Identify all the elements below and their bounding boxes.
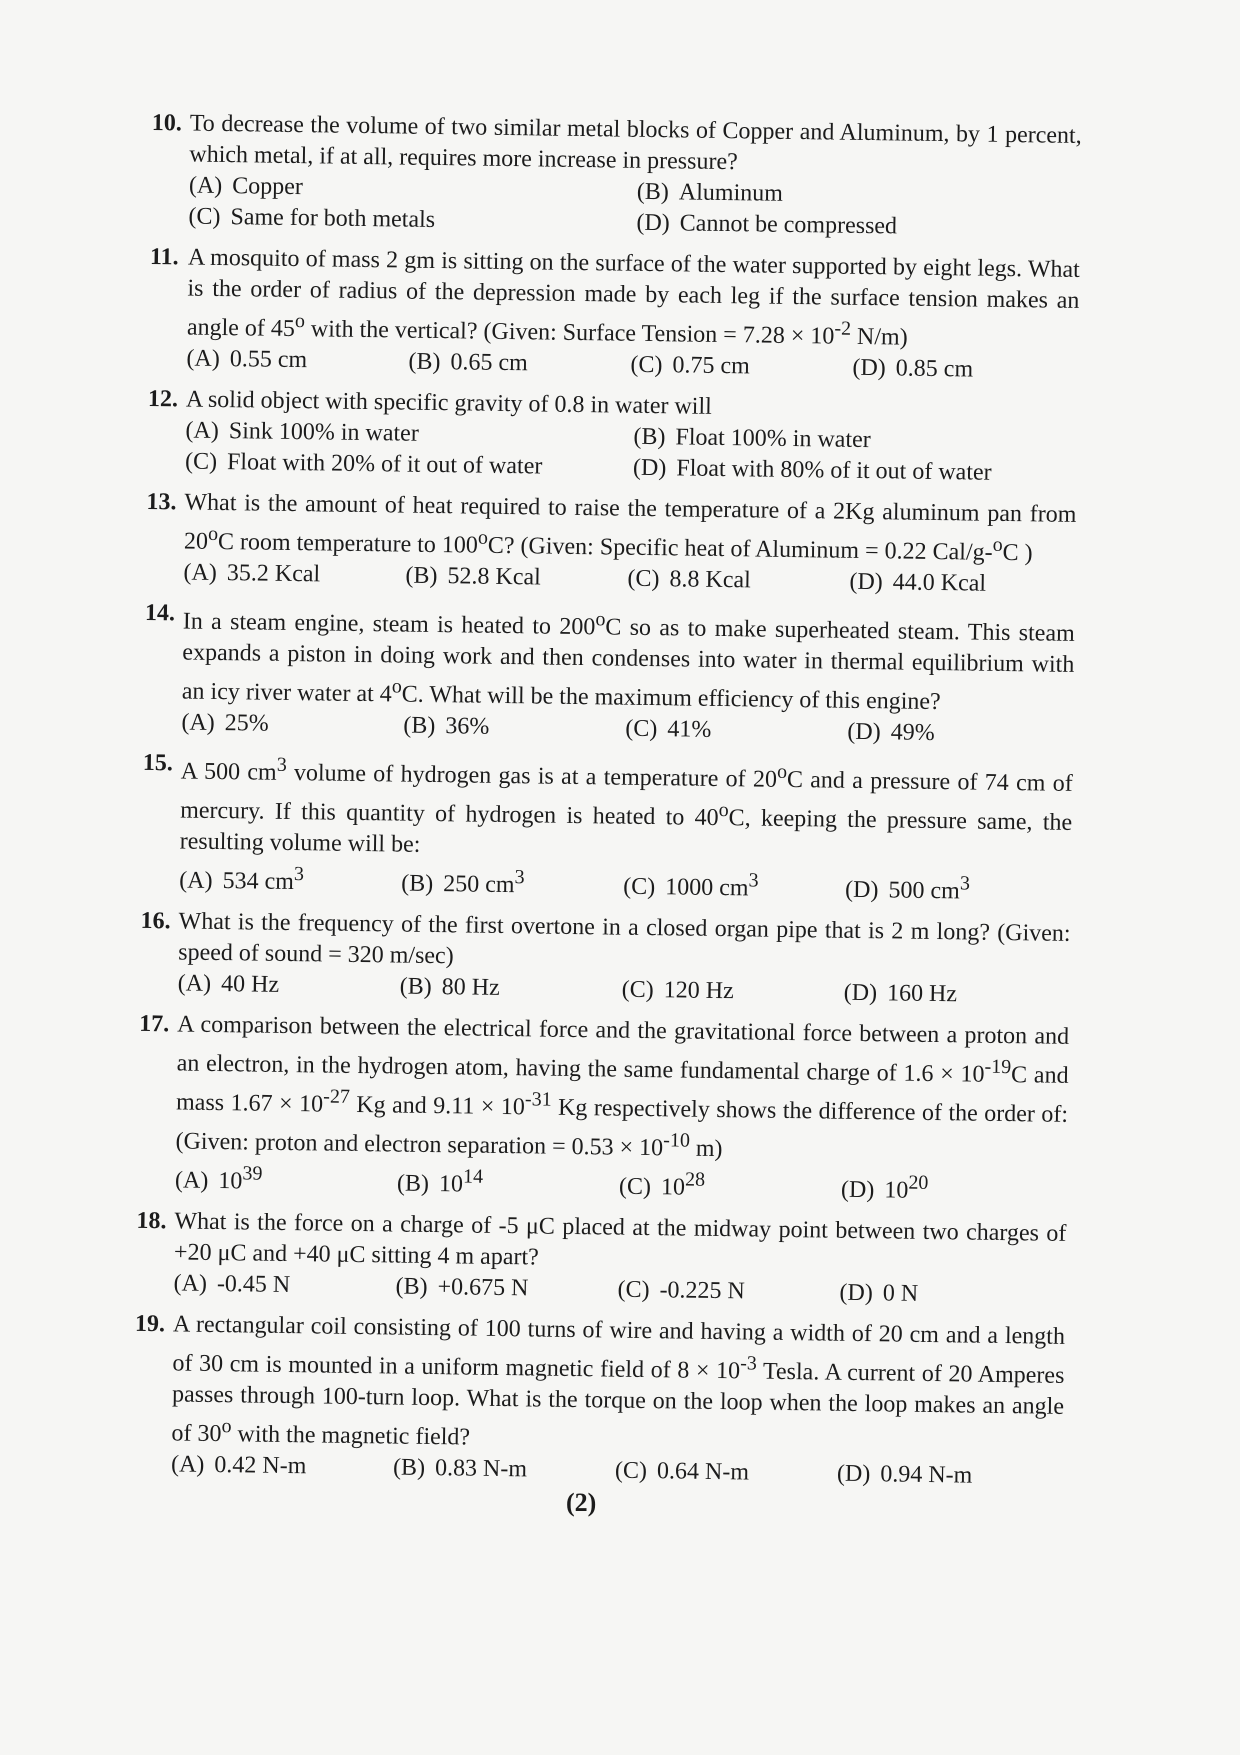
- text-run: Float with 80% of it out of water: [676, 455, 992, 486]
- option: [623, 864, 846, 906]
- text-run: volume of hydrogen gas is at a temperature of 20: [286, 759, 778, 793]
- option-label: (A): [181, 709, 215, 736]
- option-label: (A): [185, 417, 220, 444]
- option-text: [232, 173, 303, 200]
- option-label: (C): [625, 715, 658, 743]
- option-text: [891, 719, 935, 746]
- superscript: -27: [323, 1085, 351, 1108]
- text-run: 0.55 cm: [229, 346, 308, 374]
- text-run: 41%: [667, 716, 712, 743]
- text-run: C and a pressure of 74 cm of mercury. If this quantity of hydrogen is heated to 40: [180, 766, 1073, 831]
- options: [185, 416, 1078, 490]
- option-label: (A): [186, 345, 221, 372]
- question-text: [184, 487, 1077, 569]
- text-run: Aluminum: [678, 179, 784, 207]
- option: [181, 707, 403, 741]
- option: [847, 717, 1069, 751]
- option-label: (A): [188, 172, 223, 199]
- text-run: 10: [884, 1177, 909, 1204]
- option: [617, 1275, 839, 1309]
- question-row: [149, 242, 1080, 356]
- superscript: o: [221, 1415, 232, 1438]
- text-run: 10: [660, 1174, 686, 1201]
- question: [145, 487, 1076, 601]
- text-run: with the magnetic field?: [231, 1421, 471, 1451]
- option-label: (C): [618, 1173, 652, 1201]
- option: [171, 1449, 393, 1483]
- text-run: 0.85 cm: [895, 355, 974, 383]
- superscript: 3: [514, 866, 525, 889]
- option-text: [664, 869, 759, 902]
- option: [837, 1459, 1059, 1493]
- option-label: (C): [188, 203, 221, 230]
- superscript: 3: [959, 872, 971, 895]
- question: [137, 1009, 1070, 1209]
- text-run: Sink 100% in water: [228, 418, 419, 447]
- text-run: Float 100% in water: [675, 424, 871, 454]
- text-run: 160 Hz: [886, 980, 958, 1008]
- option: [845, 867, 1068, 909]
- option-text: [230, 346, 308, 373]
- option: [400, 972, 622, 1006]
- option-text: [676, 455, 992, 485]
- question-number: 19.: [134, 1310, 166, 1338]
- option-text: [450, 349, 528, 376]
- option: [393, 1452, 615, 1486]
- text-run: +0.675 N: [437, 1274, 529, 1302]
- option-text: [435, 1455, 527, 1482]
- option-label: (C): [622, 873, 656, 901]
- superscript: 20: [908, 1171, 929, 1194]
- text-run: Same for both metals: [230, 204, 436, 233]
- option: [397, 1161, 620, 1203]
- text-run: Copper: [232, 173, 304, 201]
- text-run: 120 Hz: [663, 977, 734, 1005]
- text-run: 49%: [890, 719, 935, 746]
- text-run: C room temperature to 100: [217, 528, 479, 559]
- option-text: [447, 563, 541, 590]
- text-run: 0.75 cm: [672, 352, 750, 380]
- text-run: 80 Hz: [441, 974, 500, 1001]
- option-text: [229, 418, 419, 447]
- option-text: [443, 866, 525, 899]
- text-run: Kg respectively shows the difference of the order of: (Given: proton and electron separation = 0.53 × 10: [175, 1094, 1069, 1162]
- superscript: o: [477, 526, 489, 549]
- option: [849, 567, 1071, 601]
- option: [633, 453, 1081, 490]
- option-text: [445, 713, 489, 740]
- question: [133, 1309, 1065, 1493]
- option: [175, 1157, 398, 1199]
- option: [622, 975, 844, 1009]
- text-run: 0.94 N-m: [880, 1461, 973, 1489]
- option-text: [217, 1271, 291, 1298]
- option-text: [896, 355, 974, 382]
- option-text: [675, 424, 871, 453]
- superscript: 14: [462, 1165, 484, 1188]
- superscript: o: [391, 675, 403, 698]
- text-run: A 500 cm: [180, 758, 277, 786]
- text-run: -0.45 N: [216, 1271, 291, 1299]
- question-number: 16.: [140, 907, 171, 935]
- text-run: N/m): [850, 323, 908, 351]
- option-text: [437, 1274, 528, 1301]
- text-run: 0.83 N-m: [434, 1455, 528, 1483]
- option: [630, 350, 852, 384]
- option-text: [880, 1461, 972, 1488]
- text-run: Tesla. A current of 20 Amperes passes through 100-turn loop. What is the torque on the loop when the loop makes an angle of 30: [171, 1358, 1065, 1448]
- text-run: A mosquito of mass 2 gm is sitting on the surface of the water supported by eight legs. What is the order of radius of the depression made by each leg if the surface tension makes an angle of 45: [186, 244, 1081, 343]
- option-text: [227, 560, 321, 587]
- option-label: (C): [621, 976, 654, 1004]
- superscript: o: [776, 760, 788, 783]
- text-run: 0.64 N-m: [656, 1458, 750, 1486]
- option-label: (C): [184, 448, 218, 475]
- option-label: (B): [401, 870, 434, 898]
- text-run: 0.42 N-m: [214, 1452, 307, 1480]
- option-label: (D): [839, 1279, 874, 1307]
- text-run: In a steam engine, steam is heated to 200: [182, 608, 596, 641]
- option-label: (D): [844, 876, 879, 904]
- text-run: -0.225 N: [659, 1277, 746, 1305]
- question-row: [146, 487, 1077, 570]
- option-text: [227, 449, 543, 479]
- option: [841, 1167, 1064, 1209]
- option-label: (B): [392, 1454, 426, 1481]
- option: [173, 1268, 395, 1302]
- text-run: C. What will be the maximum efficiency of this engine?: [401, 681, 941, 716]
- options: [188, 171, 1081, 245]
- superscript: -10: [663, 1129, 691, 1152]
- question-row: [137, 1009, 1069, 1170]
- superscript: o: [992, 533, 1003, 556]
- superscript: 3: [293, 863, 305, 886]
- text-run: 52.8 Kcal: [447, 563, 541, 591]
- question: [135, 1206, 1066, 1312]
- text-run: A comparison between the electrical force and the gravitational force between a proton and an electron, in the hydrogen atom, having the same fundamental charge of 1.6 × 10: [176, 1011, 1070, 1088]
- superscript: -31: [524, 1088, 552, 1111]
- option: [615, 1456, 837, 1490]
- superscript: -2: [834, 317, 852, 340]
- option-text: [230, 204, 435, 233]
- question-number: 10.: [151, 109, 182, 137]
- text-run: Kg and 9.11 × 10: [349, 1091, 526, 1121]
- option-text: [438, 1165, 484, 1198]
- text-run: 250 cm: [443, 871, 515, 899]
- question-row: [142, 748, 1073, 870]
- option-label: (A): [183, 559, 218, 586]
- option-label: (C): [627, 565, 660, 593]
- option-text: [214, 1452, 306, 1479]
- option-text: [679, 179, 783, 206]
- option-label: (B): [399, 973, 432, 1000]
- text-run: 40 Hz: [220, 971, 280, 998]
- text-run: C and mass 1.67 × 10: [175, 1062, 1069, 1118]
- option: [408, 347, 630, 381]
- superscript: -19: [984, 1055, 1012, 1079]
- text-run: What is the frequency of the first overtone in a closed organ pipe that is 2 m long? (Given: speed of sound = 320 m/sec): [178, 908, 1071, 970]
- superscript: 3: [748, 869, 759, 892]
- text-run: Cannot be compressed: [679, 210, 898, 240]
- text-run: 35.2 Kcal: [226, 560, 321, 588]
- superscript: o: [294, 310, 306, 333]
- text-run: C? (Given: Specific heat of Aluminum = 0.22 Cal/g-: [487, 532, 993, 566]
- option: [186, 344, 408, 378]
- option-text: [680, 210, 898, 239]
- option-text: [222, 863, 305, 896]
- question-number: 14.: [144, 599, 176, 627]
- option: [183, 557, 405, 591]
- option-text: [672, 352, 750, 379]
- text-run: 10: [438, 1171, 464, 1198]
- question-number: 18.: [136, 1207, 167, 1235]
- text-run: 500 cm: [888, 877, 960, 905]
- text-run: What is the amount of heat required to raise the temperature of a 2Kg aluminum pan from 20: [183, 489, 1077, 555]
- question-number: 13.: [146, 488, 177, 516]
- option-text: [669, 566, 751, 593]
- option-label: (A): [179, 867, 213, 894]
- option: [179, 857, 402, 899]
- text-run: 0 N: [882, 1280, 919, 1307]
- question: [150, 108, 1082, 245]
- question-row: [133, 1309, 1065, 1462]
- option-label: (B): [636, 178, 670, 206]
- superscript: o: [207, 522, 219, 545]
- option-text: [218, 1162, 263, 1195]
- text-run: 44.0 Kcal: [892, 569, 987, 597]
- superscript: o: [595, 608, 606, 631]
- option: [839, 1278, 1061, 1312]
- option-label: (B): [633, 423, 666, 451]
- text-run: C ): [1002, 539, 1033, 567]
- text-run: with the vertical? (Given: Surface Tension = 7.28 × 10: [304, 316, 835, 350]
- question: [148, 242, 1080, 387]
- superscript: 3: [276, 753, 287, 776]
- option: [852, 353, 1074, 387]
- option: [843, 978, 1065, 1012]
- option-text: [883, 1280, 919, 1306]
- option-text: [221, 971, 279, 998]
- option-label: (D): [852, 354, 886, 382]
- option-label: (A): [170, 1451, 205, 1478]
- option-label: (C): [614, 1457, 648, 1485]
- question-row: [144, 598, 1075, 720]
- text-run: What is the force on a charge of -5 μC placed at the midway point between two charges of +20 μC and +40 μC sitting 4 m apart?: [173, 1208, 1067, 1271]
- option: [619, 1164, 842, 1206]
- option-text: [667, 716, 711, 743]
- option: [405, 561, 627, 595]
- option-label: (D): [843, 979, 878, 1007]
- option-label: (A): [174, 1167, 209, 1194]
- option: [401, 861, 624, 903]
- option: [627, 564, 849, 598]
- option-label: (D): [636, 209, 670, 237]
- option-label: (B): [396, 1170, 430, 1197]
- superscript: o: [718, 798, 729, 822]
- option-label: (D): [840, 1176, 875, 1204]
- option-label: (A): [173, 1270, 208, 1297]
- option-text: [887, 980, 957, 1007]
- text-run: m): [689, 1135, 723, 1163]
- option-label: (B): [403, 712, 436, 740]
- superscript: -3: [740, 1352, 758, 1375]
- text-run: Float with 20% of it out of water: [226, 449, 543, 480]
- question-text: [171, 1309, 1065, 1461]
- option-label: (D): [836, 1460, 871, 1488]
- text-run: To decrease the volume of two similar metal blocks of Copper and Aluminum, by 1 percent, which metal, if at all, requires more increase in pressure?: [189, 110, 1082, 176]
- text-run: 0.65 cm: [450, 349, 528, 377]
- question-text: [182, 598, 1075, 719]
- question: [147, 384, 1078, 490]
- option-text: [660, 1168, 706, 1201]
- option: [188, 202, 636, 239]
- question-number: 11.: [149, 243, 179, 271]
- option-label: (B): [405, 562, 438, 590]
- text-run: 36%: [445, 713, 490, 740]
- question-number: 15.: [142, 749, 174, 777]
- text-run: 1000 cm: [664, 874, 749, 902]
- question-number: 17.: [139, 1010, 170, 1038]
- option: [636, 208, 1084, 245]
- option-text: [657, 1458, 749, 1485]
- question-text: [187, 243, 1080, 356]
- option-text: [888, 872, 971, 905]
- text-run: 25%: [224, 710, 269, 737]
- text-run: A solid object with specific gravity of 0.8 in water will: [185, 386, 712, 420]
- question-text: [180, 748, 1073, 869]
- question-text: [175, 1009, 1069, 1169]
- option: [185, 446, 633, 483]
- question: [141, 748, 1073, 909]
- text-run: 10: [218, 1168, 243, 1195]
- question-list: [133, 108, 1082, 1503]
- question: [140, 906, 1071, 1012]
- option-label: (D): [632, 454, 667, 482]
- option-label: (D): [849, 568, 883, 596]
- option-label: (C): [617, 1276, 650, 1304]
- question-number: 12.: [147, 385, 179, 413]
- option: [178, 968, 400, 1002]
- text-run: 8.8 Kcal: [669, 566, 751, 594]
- option-label: (A): [177, 970, 212, 997]
- option-text: [225, 710, 269, 737]
- option-label: (B): [408, 348, 441, 376]
- page-number: (2): [566, 1488, 597, 1517]
- text-run: C so as to make superheated steam. This steam expands a piston in doing work and then condenses into water in thermal equilibrium with an icy river water at 4: [181, 614, 1075, 708]
- option: [403, 711, 625, 745]
- superscript: 39: [242, 1162, 263, 1185]
- text-run: A rectangular coil consisting of 100 turns of wire and having a width of 20 cm and a length of 30 cm is mounted in a uniform magnetic field of 8 × 10: [172, 1311, 1066, 1385]
- option-text: [893, 569, 987, 596]
- text-run: 534 cm: [222, 868, 295, 896]
- option-text: [442, 974, 500, 1001]
- option-text: [659, 1277, 745, 1304]
- option-label: (D): [847, 718, 881, 746]
- option: [395, 1272, 617, 1306]
- text-run: C, keeping the pressure same, the resulting volume will be:: [179, 805, 1073, 858]
- option-text: [664, 977, 734, 1004]
- option: [625, 714, 847, 748]
- option-label: (C): [630, 351, 663, 379]
- question: [143, 598, 1075, 751]
- option-label: (B): [395, 1273, 428, 1300]
- superscript: 28: [684, 1168, 706, 1191]
- option-text: [884, 1171, 929, 1204]
